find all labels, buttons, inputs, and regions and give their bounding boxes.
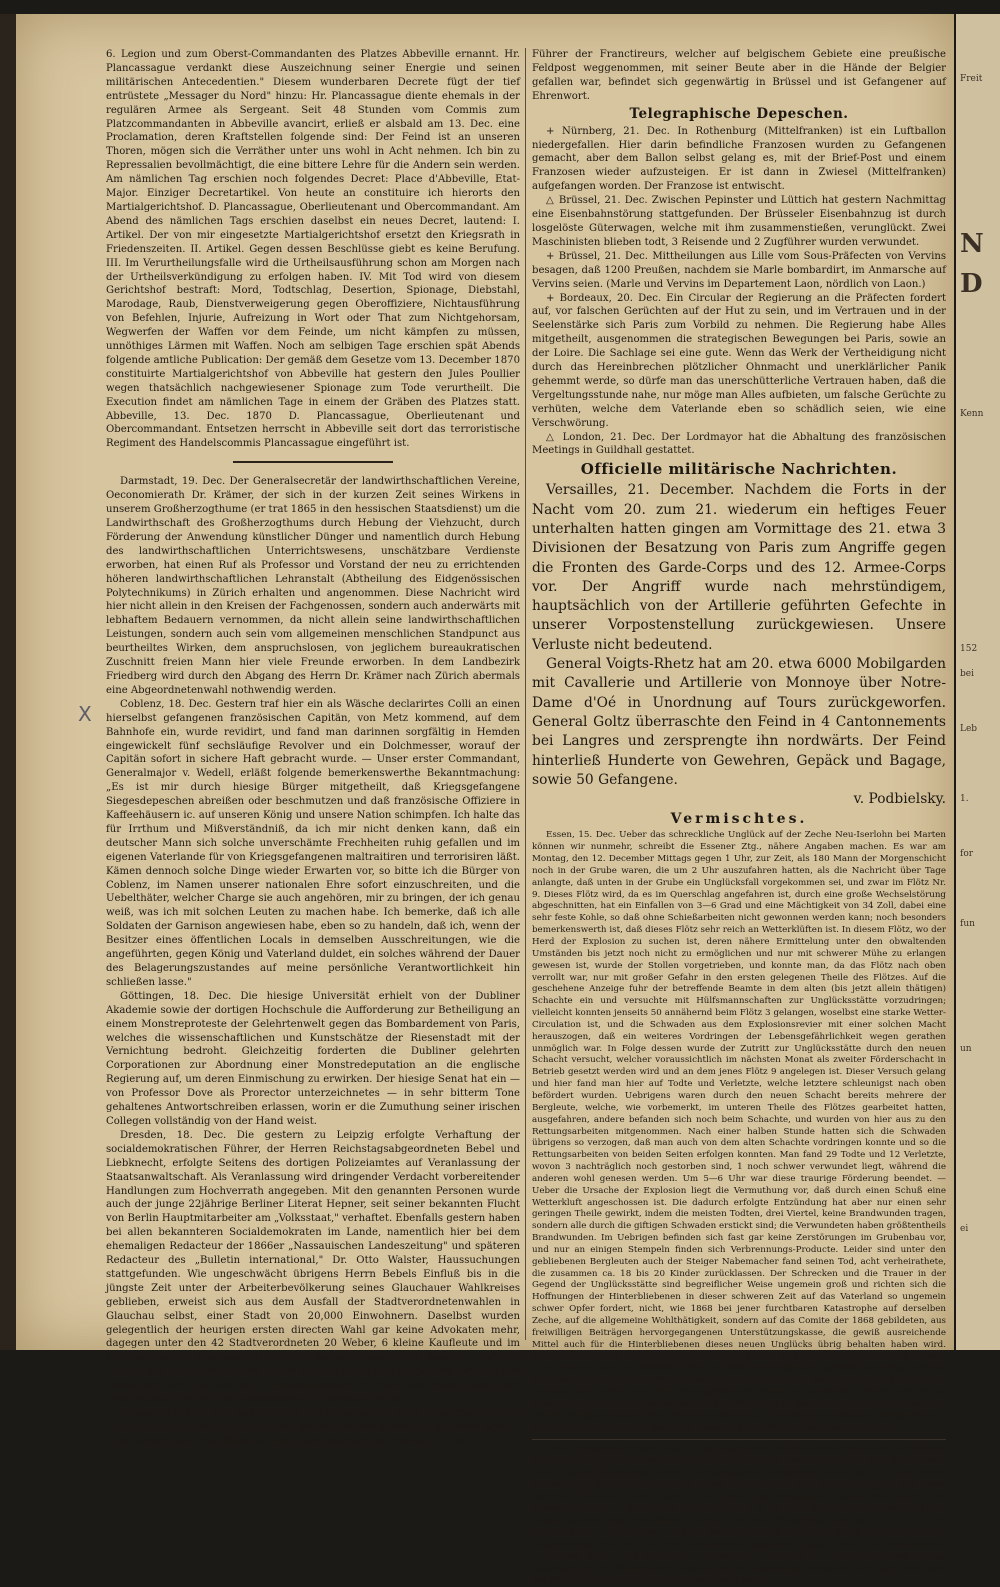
article-franctireurs: Führer der Franctireurs, welcher auf belgischem Gebiete eine preußische Feldpost weggenommen, mit seiner Beute aber in die Hände der Belgier gefallen war, befindet sich gegenwärtig in Brüssel und ist Gefangener auf Ehrenwort. (532, 49, 946, 102)
fragment: 1. (960, 794, 969, 804)
fragment: N (960, 229, 984, 259)
military-signature: v. Podbielsky. (853, 791, 946, 808)
footnote-frankfurter-presse: * Die „Frankfurter Presse" hat sich seit der kurzen Zeit ihres Bestehens als ein vortrefflich redigirtes, von guten Correspondenten bedientes Blatt bewährt, welches man um so mehr allen Zeitungsabonnenten beim Quartalswechsel empfehlen kann, als es sich durch merkwürdige Billigkeit auszeichnet, indem es bei täglich zwei maliger Ausgabe mit einem täglichen Feuilleton (vom 1. Jan. f. J. an gleich der „Didaskalia"), sowie einer Cours- und Börsenanlage, nur 1 fl. 45 kr. in Frankfurt und 2 fl. 12 kr. in Süddeutschland vierteljährlich kostet, während das „Frankfurter Journal" und die „Frankfurter Zeitung" 3 fl. 20 kr. pro Quartal kosten. Dazu kommt, daß die beiden letzteren Zeitungen durch ihre fortwährende unpatriotische Haltung und ihre tendenziöse Opposition gegen unser neu entstandenes „deutsches Reich" und die Männer, denen wir, im Verein mit unserer tapferen Armee, hauptsächlich die Wiedergeburt unseres großen Vaterlandes verdanken, sich mehr und mehr das Mißfallen aller wahren Patrioten verschafft machen. (532, 1444, 946, 1586)
article-dresden: Dresden, 18. Dec. Die gestern zu Leipzig erfolgte Verhaftung der socialdemokratischen Führer, der Herren Reichstagsabgeordneten Bebel und Liebknecht, erfolgte Seitens des dortigen Polizeiamtes auf Veranlassung der Staatsanwaltschaft. Als Veranlassung wird dringender Verdacht vorbereitender Handlungen zum Hochverrath angegeben. Mit den genannten Personen wurde auch der junge 22jährige Berliner Literat Hepner, seit seiner bekannten Flucht von Berlin Hauptmitarbeiter am „Volksstaat," verhaftet. Ebenfalls gestern haben bei allen bekannteren Socialdemokraten im Lande, namentlich hier bei dem ehemaligen Redacteur der 1866er „Nassauischen Landeszeitung" und späteren Redacteur des „Bulletin international," Dr. Otto Walster, Haussuchungen stattgefunden. Wie ungeschwächt übrigens Herrn Bebels Einfluß bis in die jüngste Zeit unter der Arbeiterbevölkerung seines Glauchauer Wahlkreises geblieben, erweist sich aus dem Ausfall der Stadtverordnetenwahlen in Glauchau selbst, einer Stadt von 20,000 Einwohnern. Daselbst wurden gelegentlich der heurigen ersten directen Wahl gar keine Advokaten mehr, dagegen unter den 42 Stadtverordneten 20 Weber, 6 kleine Kaufleute und im Uebrigen lauter Handwerker gewählt. Bemerkenswerth ist dagegen, daß der Einfluß der Socialdemokraten sich in Leipzig selbst und Umgegend fort und fort verkleinert und sie bei den Gemeindewahlen in dem von ihnen sonst fast beherrschten Gohlis eine entschiedene Niederlage erlitten. (106, 1129, 520, 1406)
heading-militaerische-nachrichten: Officielle militärische Nachrichten. (580, 460, 898, 479)
article-darmstadt: Darmstadt, 19. Dec. Der Generalsecretär der landwirthschaftlichen Vereine, Oeconomierath Dr. Krämer, der sich in der kurzen Zeit seines Wirkens in unserem Großherzogthume (er trat 1865 in den hessischen Staatsdienst) um die Landwirthschaft des Großherzogthums durch Hebung der Viehzucht, durch Förderung der Anwendung künstlicher Dünger und namentlich durch Hebung des landwirthschaftlichen Unterrichtswesens, unschätzbare Verdienste erworben, hat einen Ruf als Professor und Vorstand der neu zu errichtenden höheren landwirthschaftlichen Lehranstalt (Abtheilung des Eidgenössischen Polytechnikums) in Zürich erhalten und angenommen. Diese Nachricht wird hier nicht allein in den Kreisen der Fachgenossen, sondern auch anderwärts mit lebhaftem Bedauern vernommen, da nicht allein seine landwirthschaftlichen Leistungen, sondern auch sein vom allgemeinen menschlichen Standpunct aus beurtheiltes Wirken, dem anspruchslosen, von jeglichem bureaukratischen Zuschnitt freien Mann hier viele Freunde erworben. In dem Landbezirk Friedberg wird durch den Abgang des Herrn Dr. Krämer nach Zürich abermals eine Abgeordnetenwahl nothwendig werden. (106, 476, 520, 696)
fragment: for (960, 849, 974, 859)
military-versailles: Versailles, 21. December. Nachdem die Forts in der Nacht vom 20. zum 21. wiederum ein heftiges Feuer unterhalten hatten gingen am Vormittage des 21. etwa 3 Divisionen der Besatzung von Paris zum Angriffe gegen die Fronten des Garde-Corps und des 12. Armee-Corps vor. Der Angriff wurde nach mehrstündigem, hauptsächlich von der Artillerie geführten Gefechte in unserer Vorpostenstellung zurückgewiesen. Unsere Verluste nicht bedeutend. (532, 482, 946, 653)
fragment: D (960, 269, 983, 299)
binding-gutter (0, 14, 16, 1350)
fragment: Kenn (960, 409, 984, 419)
telegram-bruessel-1: △ Brüssel, 21. Dec. Zwischen Pepinster und Lüttich hat gestern Nachmittag eine Eisenbahnstörung stattgefunden. Der Brüsseler Eisenbahnzug ist durch losgelöste Güterwagen, welche mit ihm zusammenstießen, verunglückt. Zwei Maschinisten blieben todt, 3 Reisende und 2 Zugführer wurden verwundet. (532, 195, 946, 248)
article-essen-mine-disaster: Essen, 15. Dec. Ueber das schreckliche Unglück auf der Zeche Neu-Iserlohn bei Marten können wir nunmehr, schreibt die Essener Ztg., nähere Angaben machen. Es war am Montag, den 12. December Mittags gegen 1 Uhr, zur Zeit, als 180 Mann der Morgenschicht noch in der Grube waren, die um 2 Uhr auszufahren hatten, als die Nachricht über Tage anlangte, daß unten in der Grube ein Unglücksfall vorgekommen sei, und zwar im Flötz Nr. 9. Dieses Flötz wird, da es im Querschlag angefahren ist, durch eine große Wechselstörung abgeschnitten, hat ein Einfallen von 3—6 Grad und eine Mächtigkeit von 34 Zoll, dabei eine sehr feste Kohle, so daß ohne Schießarbeiten nicht gewonnen werden kann; noch besonders bemerkenswerth ist, daß dieses Flötz sehr reich an Wetterklüften ist. In diesem Flötz, wo der Herd der Explosion zu suchen ist, deren nähere Ermittelung unter den obwaltenden Umständen bis jetzt noch nicht zu ermöglichen und nur mit schwerer Mühe zu erlangen gewesen ist, wurde der Stollen vorgetrieben, und konnte man, da das Flötz nach oben verrollt war, nur mit großer Gefahr in den ersten gelegenen Theile des Flötzes. Auf die geschehene Anzeige fuhr der betreffende Beamte in dem alten (bis jetzt allein thätigen) Schachte ein und versuchte mit Hülfsmannschaften zur Unglücksstätte vorzudringen; vielleicht konnten jenseits 50 annähernd beim Flötz 3 gelangen, woselbst eine starke Wetter-Circulation ist, und die Schwaden aus dem Explosionsrevier mit einer solchen Macht herauszogen, daß ein weiteres Vordringen der Lebensgefährlichkeit wegen gerathen unmöglich war. In Folge dessen wurde der Zutritt zur Unglücksstätte durch den neuen Schacht versucht, welcher voraussichtlich im nächsten Monat als zweiter Förderschacht in Betrieb gesetzt werden wird und an dem jenes Flötz 9 angelegen ist. Dieser Versuch gelang und hier fand man hier auf Todte und Verletzte, welche letztere schleunigst nach oben befördert wurden. Uebrigens waren durch den neuen Schacht bereits mehrere der Bergleute, welche, wie vorbemerkt, im unteren Theile des Flötzes gearbeitet hatten, ausgefahren, andere befanden sich noch beim Schachte, und wurden von hier aus zu den Rettungsarbeiten mitgenommen. Nach einer halben Stunde hatten sich die Schwaden übrigens so verzogen, daß man auch von dem alten Schachte vordringen konnte und so die Rettungsarbeiten von beiden Seiten erfolgen konnten. Man fand 29 Todte und 12 Verletzte, wovon 3 nachträglich noch gestorben sind, 1 noch schwer verwundet liegt, während die anderen wohl genesen werden. Um 5—6 Uhr war diese traurige Förderung beendet. — Ueber die Ursache der Explosion liegt die Vermuthung vor, daß durch einen Schuß eine Wetterkluft angeschossen ist. Die dadurch erfolgte Entzündung hat aber nur einen sehr geringen Theile gewirkt, indem die meisten Todten, drei Viertel, keine Brandwunden tragen, sondern alle durch die giftigen Schwaden erstickt sind; die Verwundeten haben größtentheils Brandwunden. Im Uebrigen befinden sich fast gar keine Zerstörungen im Grubenbau vor, und nur an einigen Stempeln finden sich Verbrennungs-Producte. Leider sind unter den gebliebenen Bergleuten auch der Steiger Nabemacher fand seinen Tod, acht verheirathete, die zusammen ca. 18 bis 20 Kinder zurücklassen. Der Schrecken und die Trauer in der Gegend der Unglücksstätte sind begreiflicher Weise ungemein groß und richten sich die Hoffnungen der Hinterbliebenen in dieser schweren Zeit auf das Vaterland so ungemein schwer Opfer fordert, nicht, wie 1868 bei jener furchtbaren Katastrophe auf derselben Zeche, auf die allgemeine Wohlthätigkeit, sondern auf das Comite der 1868 gebildeten, aus freiwilligen Beiträgen hervorgegangenen Unterstützungskasse, die gewiß ausreichende Mittel auch für die Hinterbliebenen dieses neuen Unglücks übrig behalten haben wird. Manche der damals unterstützungsbedürftigen Frauen sind jetzt wieder durch neue Heirath ic. in bessere Lage, und deßhalb hoffen wir, daß dieser allgemein gehegte Vorschlag günstige Aufnahme am betreffenden Stelle finden möge. Schließlich sei noch erwähnt, daß die Herren Beamten der Zeche noch den Rettungsarbeiten energisch gearbeitet, welche Schuld bei diesem Unglücksfalle zuzuschreiben ist. Der Wetterzug ist ganz außerordentlich lebhaft. Die Herren Berghauptmann Prinz Schönaich-Karolath, Ober-Bergrath Wagener, Bergmeister v. Meßfelde haben die Stelle besuchen lassen und die ordnungsmäßigkeit constatirt. (532, 830, 946, 1433)
fragment: Leb (960, 724, 978, 734)
article-abbeville: 6. Legion und zum Oberst-Commandanten des Platzes Abbeville ernannt. Hr. Plancassague verdankt diese Auszeichnung seiner Energie und seinen militärischen Antecedentien." Diesem wunderbaren Decrete fügt der tief entrüstete „Messager du Nord" hinzu: Hr. Plancassague diente ehemals in der regulären Armee als Sergeant. Seit 48 Stunden vom Commis zum Platzcommandanten in Abbeville avancirt, erließ er alsbald am 13. Dec. eine Proclamation, deren Kraftstellen folgende sind: Der Feind ist an unseren Thoren, mögen sich die Verräther unter uns wohl in Acht nehmen. Ich bin zu Repressalien bevollmächtigt, die eine bittere Lehre für die Andern sein werden. Am nämlichen Tag erschien noch folgendes Decret: Place d'Abbeville, Etat-Major. Einziger Decretartikel. Von heute an constituire ich hierorts den Martialgerichtshof. D. Plancassague, Oberlieutenant und Obercommandant. Am Abend des nämlichen Tags erschien daselbst ein neues Decret, lautend: I. Artikel. Der von mir eingesetzte Martialgerichtshof ersetzt den Kriegsrath in Friedenszeiten. II. Artikel. Gegen dessen Beschlüsse giebt es keine Berufung. III. Im Verurtheilungsfalle wird die Urtheilsausführung schon am Morgen nach der Urtheilsverkündigung zu erfolgen haben. IV. Mit Tod wird von diesem Gerichtshof bestraft: Mord, Todtschlag, Desertion, Spionage, Diebstahl, Marodage, Raub, Dienstverweigerung gegen Oberoffiziere, Nichtausführung von Befehlen, Injurie, Aufreizung in Wort oder That zum Nichtgehorsam, Wegwerfen der Waffen vor dem Feinde, um nicht kämpfen zu müssen, unnöthiges Lärmen mit Waffen. Noch am selbigen Tage erschien spät Abends folgende amtliche Publication: Der gemäß dem Gesetze vom 13. December 1870 constituirte Martialgerichtshof von Abbeville hat gestern den Jules Poullier wegen thatsächlich nachgewiesener Spionage zum Tode verurtheilt. Die Execution findet am nämlichen Tage in einem der Gräben des Platzes statt. Abbeville, 13. Dec. 1870 D. Plancassague, Oberlieutenant und Obercommandant. Entsetzen herrscht in Abbeville seit dort das terroristische Regiment des Handelscommis Plancassague eingeführt ist. (106, 49, 520, 450)
heading-telegraphische-depeschen: Telegraphische Depeschen. (629, 105, 849, 122)
article-goettingen: Göttingen, 18. Dec. Die hiesige Universität erhielt von der Dubliner Akademie sowie der dortigen Hochschule die Aufforderung zur Betheiligung an einem Monstreproteste der Gelehrtenwelt gegen das Bombardement von Paris, welches die wissenschaftlichen und Kunstschätze der Riesenstadt mit der Vernichtung bedroht. Gleichzeitig forderten die Dubliner gelehrten Corporationen zur Abordnung einer Monstredeputation an die englische Regierung auf, um deren Einmischung zu erwirken. Der hiesige Senat hat ein — von Professor Dove als Prorector unterzeichnetes — in sehr bitterm Tone gehaltenes Antwortschreiben erlassen, worin er die Zumuthung seiner irischen Collegen vollständig von der Hand weist. (106, 990, 520, 1127)
fragment: Freit (960, 74, 983, 84)
telegram-bruessel-2: + Brüssel, 21. Dec. Mittheilungen aus Lille vom Sous-Präfecten von Vervins besagen, daß 1200 Preußen, nachdem sie Marle bombardirt, im Anmarsche auf Vervins seien. (Marle und Vervins im Departement Laon, nördlich von Laon.) (532, 250, 946, 290)
telegram-london: △ London, 21. Dec. Der Lordmayor hat die Abhaltung des französischen Meetings in Guildhall gestattet. (532, 431, 946, 457)
telegram-bordeaux: + Bordeaux, 20. Dec. Ein Circular der Regierung an die Präfecten fordert auf, vor falschen Gerüchten auf der Hut zu sein, und im Vertrauen und in der Seelenstärke sich Paris zum Vorbild zu nehmen. Die Regierung habe Alles mitgetheilt, ausgenommen die strategischen Bewegungen bei Paris, sowie an der Loire. Die Sachlage sei eine gute. Wenn das Werk der Vertheidigung nicht durch das Hereinbrechen plötzlicher Ohnmacht und unerklärlicher Panik gehemmt werde, so dürfe man das unerschütterliche Vertrauen haben, daß die Vergeltungsstunde nahe, nur möge man Alles aufbieten, um falsche Gerüchte zu verhüten, welche dem Vaterlande eben so schädlich seien, wie eine Verschwörung. (532, 292, 946, 429)
pencil-annotation: X (78, 702, 92, 726)
adjacent-page-edge (956, 14, 1000, 1350)
section-rule (233, 461, 393, 463)
military-voigts-rhetz: General Voigts-Rhetz hat am 20. etwa 6000 Mobilgarden mit Cavallerie und Artillerie von Monnoye über Notre-Dame d'Oé in Unordnung auf Tours zurückgeworfen. General Goltz überraschte den Feind in 4 Cantonnements bei Langres und zersprengte ihn nordwärts. Der Feind hinterließ Hunderte von Gewehren, Gepäck und Bagage, sowie 50 Gefangene. (532, 656, 946, 788)
article-bruessel: Brüssel, 17. Dec. Wie aus sicherer Quelle verlautet, wird Antwerpen jetzt in vollständigen Vertheidigungszustand gesetzt. Bisher waren nur die Forts armirt; jetzt werden auch die Wälle der Stadt ihre Ausrüstung erhalten. — Der (106, 1408, 520, 1447)
fragment: bei (960, 669, 974, 679)
telegram-nuernberg: + Nürnberg, 21. Dec. In Rothenburg (Mittelfranken) ist ein Luftballon niedergefallen. Hier darin befindliche Franzosen wurden zu Gefangenen gemacht, aber dem Ballon selbst gelang es, mit der Brief-Post und einem Franzosen wieder aufzusteigen. Er ist dann in Zwiesel (Mittelfranken) aufgefangen worden. Der Franzose ist entwischt. (532, 125, 946, 193)
fragment: un (960, 1044, 972, 1054)
fragment: 152 (960, 644, 978, 654)
left-column (106, 48, 520, 1447)
fragment: fun (960, 919, 975, 929)
heading-vermischtes: Vermischtes. (670, 811, 808, 828)
article-coblenz: Coblenz, 18. Dec. Gestern traf hier ein als Wäsche declarirtes Colli an einen hierselbst gefangenen französischen Capitän, von Metz kommend, auf dem Bahnhofe ein, wurde revidirt, und fand man darinnen sorgfältig in Hemden eingewickelt fünf sechsläufige Revolver und ein Dolchmesser, worauf der Capitän sofort in sichere Haft gebracht wurde. — Unser erster Commandant, Generalmajor v. Wedell, erläßt folgende bemerkenswerthe Bekanntmachung: „Es ist mir durch hiesige Bürger mitgetheilt, daß Kriegsgefangene Siegesdepeschen abreißen oder beschmutzen und daß französische Offiziere in Kaffeehäusern ic. auf unseren König und unsere Nation schimpfen. Ich halte das für Irrthum und Mißverständniß, da ich mir nicht denken kann, daß ein deutscher Mann sich solche unverschämte Frechheiten ruhig gefallen und im eigenen Vaterlande für von Kriegsgefangenen maltraitiren und terrorisiren läßt. Kämen dennoch solche Dinge wieder Erwarten vor, so bitte ich die Bürger von Coblenz, im Namen unserer nationalen Ehre sofort einzuschreiten, und die Uebelthäter, welcher Charge sie auch angehören, mir zu bringen, der ich genau weiß, was ich mit solchen Leuten zu machen habe. Ich bemerke, daß ich alle Soldaten der Garnison angewiesen habe, eben so zu handeln, daß ich, wenn der Besitzer eines öffentlichen Locals in demselben Ausschreitungen, wie die angeführten, gegen König und Vaterland duldet, ein solches während der Dauer des Belagerungszustandes auf meine persönliche Verantwortlichkeit hin schließen lasse." (106, 698, 520, 988)
fragment: ei (960, 1224, 969, 1234)
column-divider (525, 48, 526, 1340)
footnote-rule (532, 1439, 946, 1440)
newspaper-page (16, 14, 954, 1586)
right-column (532, 48, 946, 1586)
